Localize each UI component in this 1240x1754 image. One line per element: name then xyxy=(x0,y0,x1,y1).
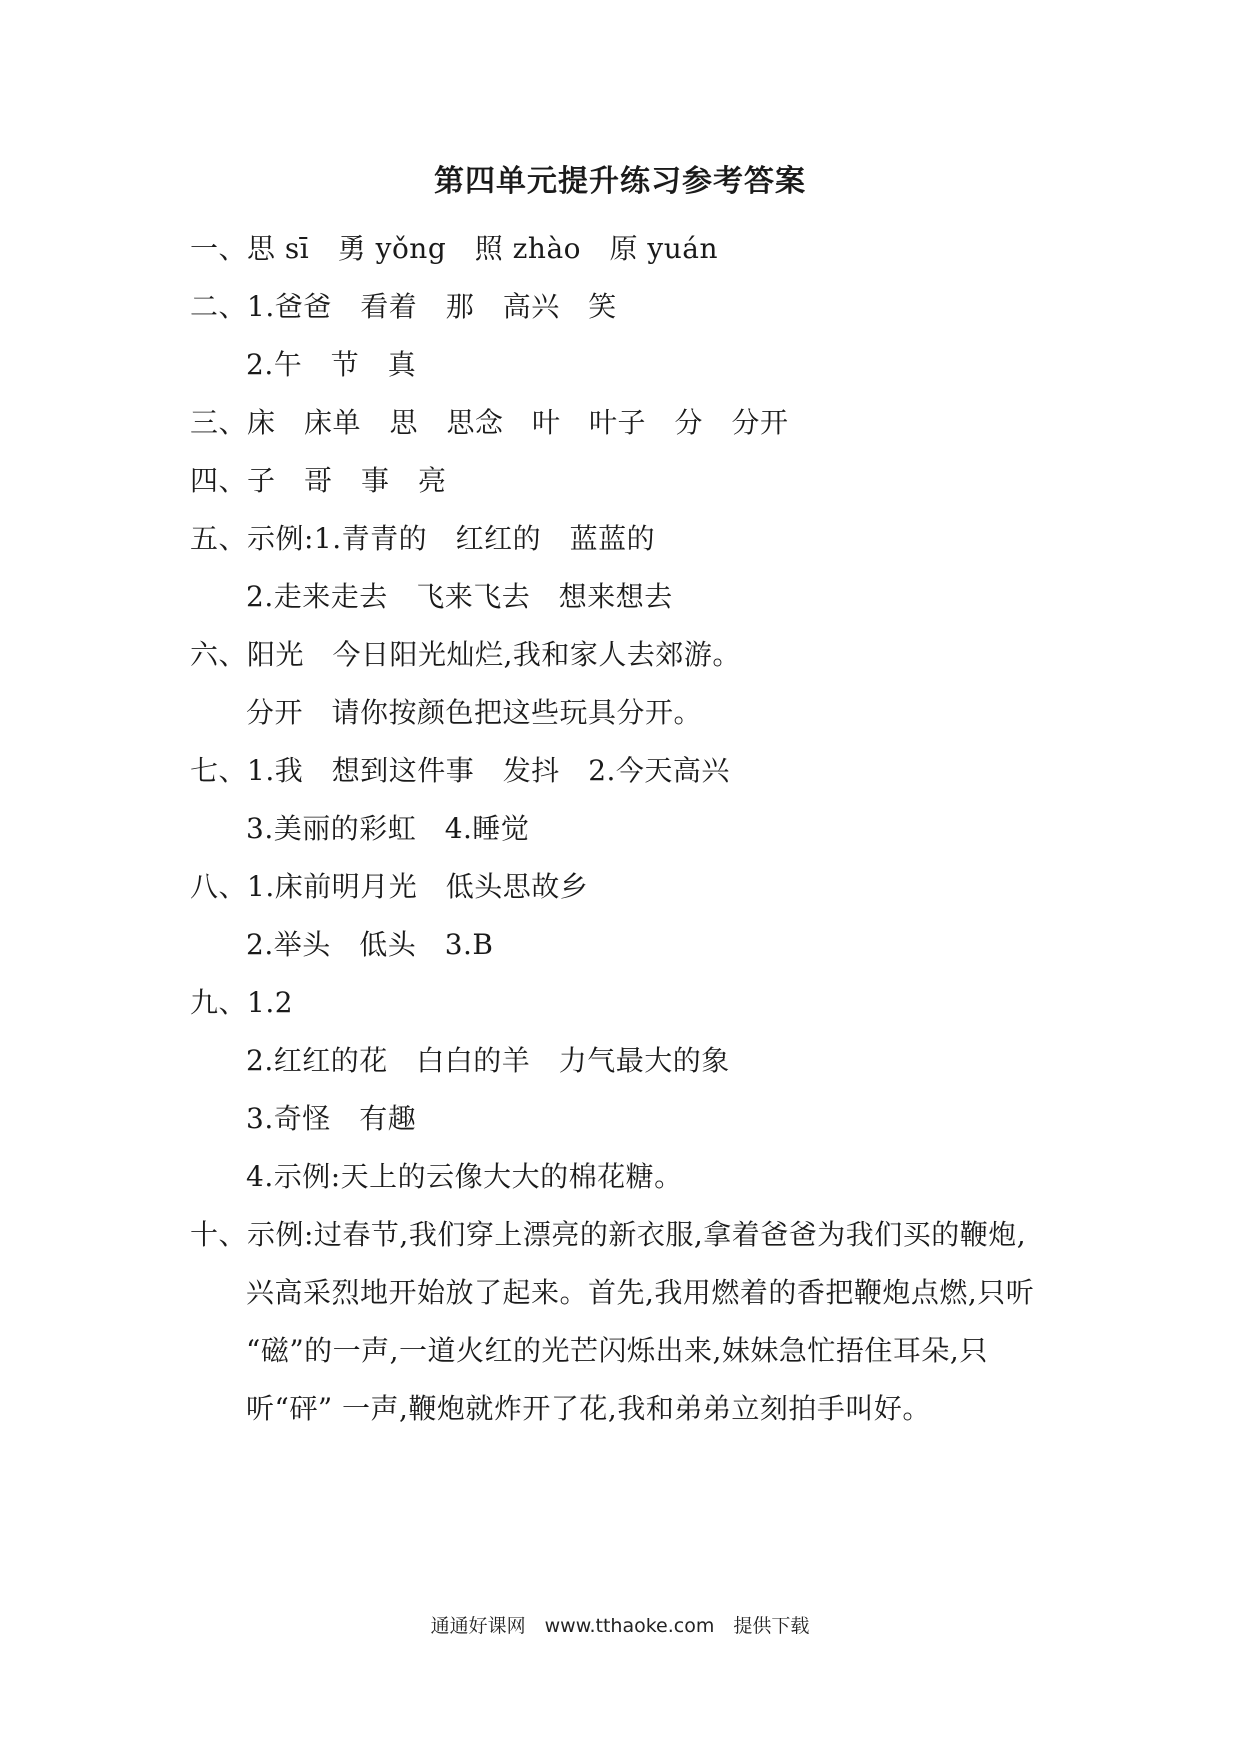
answer-3: 三、床 床单 思 思念 叶 叶子 分 分开 xyxy=(190,406,789,439)
answer-9-part-4: 4.示例:天上的云像大大的棉花糖。 xyxy=(246,1160,683,1193)
answer-8-part-1: 八、1.床前明月光 低头思故乡 xyxy=(190,870,589,903)
answer-10-part-1: 十、示例:过春节,我们穿上漂亮的新衣服,拿着爸爸为我们买的鞭炮, xyxy=(190,1218,1027,1251)
answer-1: 一、思 sī 勇 yǒng 照 zhào 原 yuán xyxy=(190,232,718,265)
answer-5-part-1: 五、示例:1.青青的 红红的 蓝蓝的 xyxy=(190,522,656,555)
answer-9-part-3: 3.奇怪 有趣 xyxy=(246,1102,417,1135)
answer-5-part-2: 2.走来走去 飞来飞去 想来想去 xyxy=(246,580,673,613)
answer-6-part-2: 分开 请你按颜色把这些玩具分开。 xyxy=(246,696,703,729)
answer-4: 四、子 哥 事 亮 xyxy=(190,464,447,497)
answer-10-part-4: 听“砰” 一声,鞭炮就炸开了花,我和弟弟立刻拍手叫好。 xyxy=(246,1392,931,1425)
answer-9-part-1: 九、1.2 xyxy=(190,986,294,1019)
page-title: 第四单元提升练习参考答案 xyxy=(434,164,806,199)
answer-6-part-1: 六、阳光 今日阳光灿烂,我和家人去郊游。 xyxy=(190,638,741,671)
answer-2-part-2: 2.午 节 真 xyxy=(246,348,417,381)
answer-7-part-2: 3.美丽的彩虹 4.睡觉 xyxy=(246,812,530,845)
answer-2-part-1: 二、1.爸爸 看着 那 高兴 笑 xyxy=(190,290,617,323)
answer-7-part-1: 七、1.我 想到这件事 发抖 2.今天高兴 xyxy=(190,754,730,787)
answer-10-part-2: 兴高采烈地开始放了起来。首先,我用燃着的香把鞭炮点燃,只听 xyxy=(246,1276,1035,1309)
answer-10-part-3: “磁”的一声,一道火红的光芒闪烁出来,妹妹急忙捂住耳朵,只 xyxy=(246,1334,988,1367)
answer-9-part-2: 2.红红的花 白白的羊 力气最大的象 xyxy=(246,1044,730,1077)
answer-8-part-2: 2.举头 低头 3.B xyxy=(246,928,494,961)
page-footer: 通通好课网 www.tthaoke.com 提供下载 xyxy=(430,1615,810,1637)
